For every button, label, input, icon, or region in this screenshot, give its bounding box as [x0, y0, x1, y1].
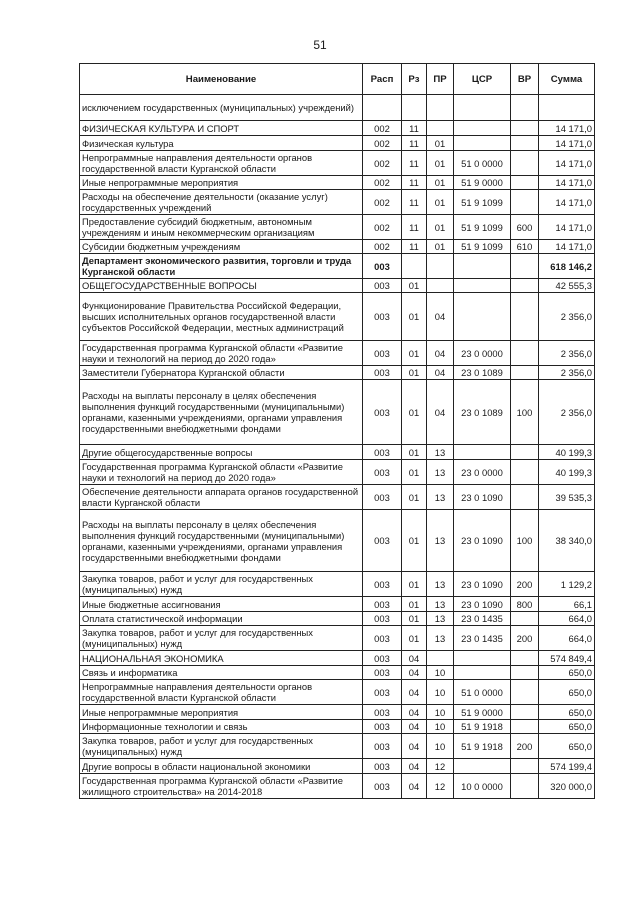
table-row: [80, 121, 595, 136]
cell-sum: 14 171,0: [539, 240, 595, 254]
cell-csr: [454, 121, 511, 136]
cell-vr: [511, 190, 539, 215]
cell-name: ОБЩЕГОСУДАРСТВЕННЫЕ ВОПРОСЫ: [80, 279, 363, 293]
cell-csr: [454, 279, 511, 293]
cell-rz: 11: [402, 176, 427, 190]
cell-pr: 10: [427, 680, 454, 705]
cell-pr: 01: [427, 136, 454, 151]
cell-rz: 04: [402, 759, 427, 774]
cell-rz: 04: [402, 774, 427, 799]
table-row: [80, 279, 595, 293]
cell-name: Другие общегосударственные вопросы: [80, 445, 363, 460]
cell-csr: [454, 293, 511, 341]
cell-csr: 51 9 1099: [454, 240, 511, 254]
table-row: [80, 485, 595, 510]
cell-vr: [511, 254, 539, 279]
cell-vr: [511, 705, 539, 720]
table-row: [80, 759, 595, 774]
cell-pr: [427, 651, 454, 666]
cell-name: Другие вопросы в области национальной экономики: [80, 759, 363, 774]
col-header-name: Наименование: [80, 64, 363, 95]
cell-csr: 23 0 1090: [454, 510, 511, 572]
cell-name: Иные непрограммные мероприятия: [80, 705, 363, 720]
cell-vr: [511, 136, 539, 151]
cell-csr: 51 9 1918: [454, 720, 511, 734]
cell-name: НАЦИОНАЛЬНАЯ ЭКОНОМИКА: [80, 651, 363, 666]
cell-rz: 04: [402, 734, 427, 759]
cell-rasp: 002: [363, 151, 402, 176]
cell-csr: 23 0 1090: [454, 485, 511, 510]
cell-name: Государственная программа Курганской области «Развитие науки и технологий на период до 2020 года»: [80, 460, 363, 485]
cell-vr: [511, 460, 539, 485]
cell-rz: 01: [402, 597, 427, 612]
cell-rasp: 003: [363, 341, 402, 366]
cell-rasp: 003: [363, 485, 402, 510]
table-row: [80, 176, 595, 190]
cell-pr: 13: [427, 572, 454, 597]
cell-rz: 11: [402, 190, 427, 215]
cell-name: Закупка товаров, работ и услуг для государственных (муниципальных) нужд: [80, 734, 363, 759]
cell-rasp: 003: [363, 626, 402, 651]
cell-rasp: 003: [363, 759, 402, 774]
cell-rz: 01: [402, 445, 427, 460]
cell-rasp: 002: [363, 190, 402, 215]
cell-rasp: 003: [363, 380, 402, 445]
table-row: [80, 720, 595, 734]
cell-rasp: 002: [363, 215, 402, 240]
table-row: [80, 651, 595, 666]
cell-sum: 574 199,4: [539, 759, 595, 774]
cell-csr: 23 0 0000: [454, 341, 511, 366]
table-row: [80, 293, 595, 341]
table-row: [80, 445, 595, 460]
table-row: [80, 136, 595, 151]
cell-pr: 13: [427, 485, 454, 510]
cell-sum: 650,0: [539, 705, 595, 720]
cell-csr: [454, 254, 511, 279]
cell-sum: 2 356,0: [539, 293, 595, 341]
cell-vr: [511, 341, 539, 366]
cell-pr: [427, 121, 454, 136]
budget-table: [79, 63, 595, 799]
cell-sum: 650,0: [539, 720, 595, 734]
cell-vr: 600: [511, 215, 539, 240]
cell-csr: 51 9 1099: [454, 190, 511, 215]
cell-name: Обеспечение деятельности аппарата органов государственной власти Курганской области: [80, 485, 363, 510]
cell-name: ФИЗИЧЕСКАЯ КУЛЬТУРА И СПОРТ: [80, 121, 363, 136]
cell-csr: 23 0 1090: [454, 572, 511, 597]
cell-sum: 320 000,0: [539, 774, 595, 799]
table-row: [80, 597, 595, 612]
cell-name: Департамент экономического развития, торговли и труда Курганской области: [80, 254, 363, 279]
cell-vr: 200: [511, 734, 539, 759]
cell-rasp: 002: [363, 136, 402, 151]
cell-name: исключением государственных (муниципальных) учреждений): [80, 95, 363, 121]
cell-csr: 23 0 1435: [454, 612, 511, 626]
cell-vr: [511, 666, 539, 680]
cell-csr: 23 0 1089: [454, 366, 511, 380]
cell-vr: 100: [511, 380, 539, 445]
cell-pr: [427, 279, 454, 293]
table-row: [80, 510, 595, 572]
cell-sum: 39 535,3: [539, 485, 595, 510]
cell-rz: 04: [402, 680, 427, 705]
col-header-rasp: Расп: [363, 64, 402, 95]
table-row: [80, 240, 595, 254]
cell-rasp: 003: [363, 651, 402, 666]
table-row: [80, 95, 595, 121]
cell-rz: 11: [402, 121, 427, 136]
table-row: [80, 215, 595, 240]
table-body: [80, 95, 595, 799]
cell-csr: 51 9 1099: [454, 215, 511, 240]
cell-vr: 200: [511, 626, 539, 651]
cell-vr: [511, 293, 539, 341]
cell-rasp: 003: [363, 705, 402, 720]
cell-sum: 618 146,2: [539, 254, 595, 279]
cell-csr: 23 0 0000: [454, 460, 511, 485]
cell-vr: [511, 485, 539, 510]
cell-pr: 10: [427, 705, 454, 720]
cell-sum: 650,0: [539, 666, 595, 680]
table-row: [80, 572, 595, 597]
cell-rasp: 003: [363, 720, 402, 734]
cell-sum: 14 171,0: [539, 121, 595, 136]
cell-vr: [511, 366, 539, 380]
cell-pr: 12: [427, 759, 454, 774]
cell-rasp: 002: [363, 240, 402, 254]
cell-sum: 14 171,0: [539, 190, 595, 215]
cell-rasp: 003: [363, 666, 402, 680]
cell-sum: 40 199,3: [539, 460, 595, 485]
cell-name: Информационные технологии и связь: [80, 720, 363, 734]
cell-vr: [511, 151, 539, 176]
cell-rasp: 003: [363, 445, 402, 460]
cell-rz: 11: [402, 215, 427, 240]
cell-vr: [511, 279, 539, 293]
cell-sum: 574 849,4: [539, 651, 595, 666]
cell-rz: 01: [402, 510, 427, 572]
table-row: [80, 705, 595, 720]
cell-pr: 13: [427, 612, 454, 626]
cell-vr: [511, 774, 539, 799]
cell-name: Оплата статистической информации: [80, 612, 363, 626]
cell-pr: 13: [427, 626, 454, 651]
cell-name: Физическая культура: [80, 136, 363, 151]
cell-pr: 04: [427, 380, 454, 445]
table-row: [80, 626, 595, 651]
cell-name: Непрограммные направления деятельности органов государственной власти Курганской области: [80, 151, 363, 176]
cell-sum: [539, 95, 595, 121]
cell-name: Иные бюджетные ассигнования: [80, 597, 363, 612]
cell-vr: [511, 759, 539, 774]
cell-sum: 2 356,0: [539, 380, 595, 445]
cell-name: Расходы на выплаты персоналу в целях обеспечения выполнения функций государственными (муниципальными) органами, казенными учреждениями, органами управления государственными внебюджетными фондами: [80, 380, 363, 445]
cell-rz: 01: [402, 626, 427, 651]
cell-rasp: 003: [363, 510, 402, 572]
cell-rasp: 003: [363, 460, 402, 485]
cell-rasp: 003: [363, 597, 402, 612]
col-header-csr: ЦСР: [454, 64, 511, 95]
table-row: [80, 151, 595, 176]
cell-rz: 11: [402, 240, 427, 254]
cell-rasp: 002: [363, 121, 402, 136]
cell-sum: 2 356,0: [539, 366, 595, 380]
cell-sum: 1 129,2: [539, 572, 595, 597]
table-row: [80, 380, 595, 445]
cell-csr: [454, 759, 511, 774]
cell-name: Расходы на обеспечение деятельности (оказание услуг) государственных учреждений: [80, 190, 363, 215]
cell-pr: 01: [427, 151, 454, 176]
cell-name: Закупка товаров, работ и услуг для государственных (муниципальных) нужд: [80, 572, 363, 597]
cell-name: Иные непрограммные мероприятия: [80, 176, 363, 190]
cell-sum: 38 340,0: [539, 510, 595, 572]
cell-name: Предоставление субсидий бюджетным, автономным учреждениям и иным некоммерческим организациям: [80, 215, 363, 240]
cell-sum: 66,1: [539, 597, 595, 612]
table-row: [80, 734, 595, 759]
cell-pr: 01: [427, 190, 454, 215]
cell-vr: 200: [511, 572, 539, 597]
cell-csr: 23 0 1090: [454, 597, 511, 612]
cell-rz: [402, 254, 427, 279]
cell-csr: [454, 445, 511, 460]
cell-rz: 01: [402, 460, 427, 485]
cell-vr: [511, 612, 539, 626]
table-row: [80, 612, 595, 626]
table-row: [80, 680, 595, 705]
cell-sum: 650,0: [539, 734, 595, 759]
cell-csr: 23 0 1435: [454, 626, 511, 651]
cell-csr: 51 0 0000: [454, 151, 511, 176]
cell-csr: 51 9 0000: [454, 705, 511, 720]
col-header-vr: ВР: [511, 64, 539, 95]
page-number: 51: [313, 38, 327, 52]
cell-rz: [402, 95, 427, 121]
col-header-rz: Рз: [402, 64, 427, 95]
cell-rz: 04: [402, 720, 427, 734]
table-row: [80, 341, 595, 366]
cell-pr: 04: [427, 341, 454, 366]
cell-pr: 13: [427, 510, 454, 572]
cell-csr: 23 0 1089: [454, 380, 511, 445]
cell-vr: 100: [511, 510, 539, 572]
cell-pr: 01: [427, 176, 454, 190]
cell-pr: 04: [427, 366, 454, 380]
cell-sum: 14 171,0: [539, 151, 595, 176]
cell-rasp: 003: [363, 254, 402, 279]
cell-rasp: [363, 95, 402, 121]
cell-vr: [511, 121, 539, 136]
cell-csr: 51 9 0000: [454, 176, 511, 190]
cell-csr: 10 0 0000: [454, 774, 511, 799]
cell-vr: 610: [511, 240, 539, 254]
cell-sum: 14 171,0: [539, 136, 595, 151]
cell-rz: 01: [402, 485, 427, 510]
cell-sum: 664,0: [539, 612, 595, 626]
cell-rasp: 003: [363, 293, 402, 341]
cell-sum: 14 171,0: [539, 176, 595, 190]
cell-csr: [454, 136, 511, 151]
cell-name: Связь и информатика: [80, 666, 363, 680]
cell-vr: [511, 651, 539, 666]
cell-name: Субсидии бюджетным учреждениям: [80, 240, 363, 254]
cell-rz: 11: [402, 151, 427, 176]
cell-pr: 13: [427, 445, 454, 460]
cell-vr: [511, 680, 539, 705]
cell-rz: 01: [402, 293, 427, 341]
cell-rasp: 003: [363, 572, 402, 597]
cell-name: Заместители Губернатора Курганской области: [80, 366, 363, 380]
cell-rz: 04: [402, 666, 427, 680]
cell-sum: 14 171,0: [539, 215, 595, 240]
cell-vr: [511, 720, 539, 734]
cell-vr: 800: [511, 597, 539, 612]
cell-rz: 01: [402, 572, 427, 597]
cell-sum: 2 356,0: [539, 341, 595, 366]
cell-name: Закупка товаров, работ и услуг для государственных (муниципальных) нужд: [80, 626, 363, 651]
cell-name: Расходы на выплаты персоналу в целях обеспечения выполнения функций государственными (муниципальными) органами, казенными учреждениями, органами управления государственными внебюджетными фондами: [80, 510, 363, 572]
cell-name: Функционирование Правительства Российской Федерации, высших исполнительных органов государственной власти субъектов Российской Федерации, местных администраций: [80, 293, 363, 341]
cell-pr: [427, 95, 454, 121]
table-header-row: [80, 64, 595, 95]
cell-rasp: 003: [363, 774, 402, 799]
col-header-pr: ПР: [427, 64, 454, 95]
cell-name: Непрограммные направления деятельности органов государственной власти Курганской области: [80, 680, 363, 705]
cell-pr: 01: [427, 240, 454, 254]
cell-vr: [511, 95, 539, 121]
cell-pr: 13: [427, 597, 454, 612]
cell-sum: 650,0: [539, 680, 595, 705]
cell-rz: 01: [402, 366, 427, 380]
cell-pr: 10: [427, 734, 454, 759]
table-row: [80, 254, 595, 279]
cell-rasp: 003: [363, 612, 402, 626]
cell-name: Государственная программа Курганской области «Развитие жилищного строительства» на 2014-2018: [80, 774, 363, 799]
cell-pr: 10: [427, 720, 454, 734]
cell-pr: 13: [427, 460, 454, 485]
cell-pr: [427, 254, 454, 279]
cell-sum: 40 199,3: [539, 445, 595, 460]
cell-rasp: 003: [363, 680, 402, 705]
cell-sum: 42 555,3: [539, 279, 595, 293]
cell-rasp: 003: [363, 734, 402, 759]
cell-csr: 51 9 1918: [454, 734, 511, 759]
cell-rasp: 003: [363, 279, 402, 293]
cell-vr: [511, 176, 539, 190]
cell-rz: 01: [402, 612, 427, 626]
cell-rasp: 002: [363, 176, 402, 190]
cell-pr: 04: [427, 293, 454, 341]
table-row: [80, 366, 595, 380]
cell-rz: 11: [402, 136, 427, 151]
cell-sum: 664,0: [539, 626, 595, 651]
table-row: [80, 190, 595, 215]
cell-rz: 01: [402, 380, 427, 445]
cell-pr: 12: [427, 774, 454, 799]
cell-rz: 04: [402, 651, 427, 666]
cell-vr: [511, 445, 539, 460]
cell-csr: 51 0 0000: [454, 680, 511, 705]
cell-csr: [454, 666, 511, 680]
col-header-sum: Сумма: [539, 64, 595, 95]
cell-csr: [454, 95, 511, 121]
cell-rz: 04: [402, 705, 427, 720]
cell-pr: 01: [427, 215, 454, 240]
cell-rz: 01: [402, 341, 427, 366]
cell-pr: 10: [427, 666, 454, 680]
cell-rasp: 003: [363, 366, 402, 380]
table-row: [80, 460, 595, 485]
table-row: [80, 774, 595, 799]
cell-name: Государственная программа Курганской области «Развитие науки и технологий на период до 2020 года»: [80, 341, 363, 366]
table-row: [80, 666, 595, 680]
cell-rz: 01: [402, 279, 427, 293]
cell-csr: [454, 651, 511, 666]
